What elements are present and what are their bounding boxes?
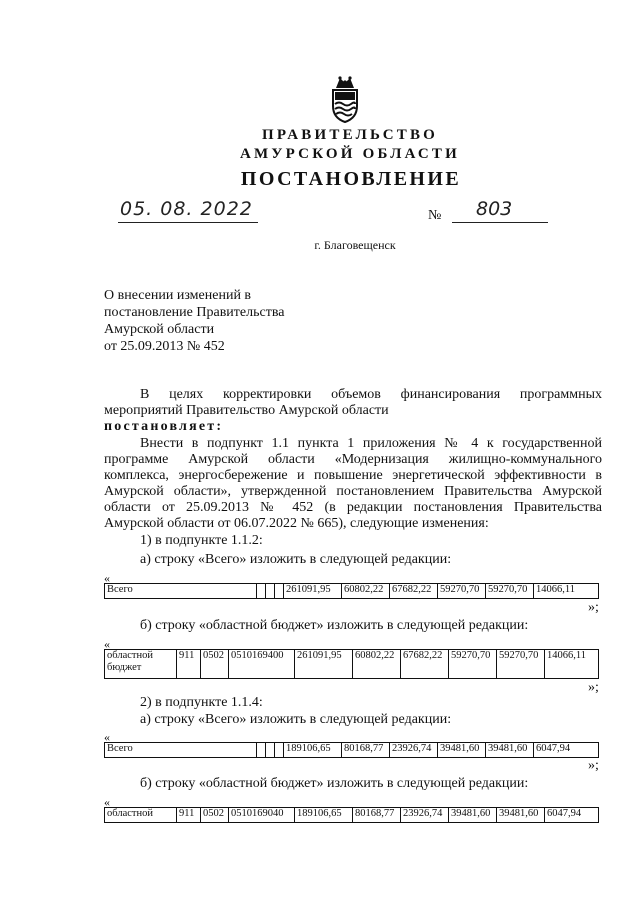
item-1b: б) строку «областной бюджет» изложить в следующей редакции: — [140, 618, 529, 633]
code-cell: 0502 — [201, 808, 229, 823]
item-1: 1) в подпункте 1.1.2: — [140, 533, 263, 548]
code-cell — [257, 743, 266, 758]
row-label-line: областной — [107, 650, 153, 661]
item-2b: б) строку «областной бюджет» изложить в следующей редакции: — [140, 776, 529, 791]
code-cell — [266, 743, 275, 758]
value-cell: 6047,94 — [545, 808, 599, 823]
main-line: комплекса, энергосбережение и повышение энергетической эффективности в — [104, 468, 602, 483]
value-cell: 39481,60 — [497, 808, 545, 823]
subject-line: от 25.09.2013 № 452 — [104, 339, 225, 354]
code-cell: 911 — [177, 650, 201, 679]
value-cell: 59270,70 — [438, 584, 486, 599]
table-row — [105, 743, 599, 758]
table-row — [105, 650, 599, 679]
value-cell: 80168,77 — [353, 808, 401, 823]
document-number: 803 — [476, 198, 513, 220]
subject-line: О внесении изменений в — [104, 288, 252, 303]
value-cell: 80168,77 — [342, 743, 390, 758]
item-1a: а) строку «Всего» изложить в следующей редакции: — [140, 552, 452, 567]
header-doc-type: ПОСТАНОВЛЕНИЕ — [240, 168, 462, 190]
header-government: ПРАВИТЕЛЬСТВО — [261, 127, 439, 143]
row-label-line: бюджет — [107, 662, 142, 673]
value-cell: 261091,95 — [295, 650, 353, 679]
number-underline — [452, 222, 548, 223]
code-cell — [266, 584, 275, 599]
document-date: 05. 08. 2022 — [120, 198, 253, 220]
code-cell: 0510169400 — [229, 650, 295, 679]
value-cell: 189106,65 — [284, 743, 342, 758]
main-line: программе Амурской области «Модернизация жилищно-коммунального — [104, 452, 602, 467]
value-cell: 60802,22 — [342, 584, 390, 599]
table-row — [105, 584, 599, 599]
code-cell: 0502 — [201, 650, 229, 679]
code-cell — [275, 743, 284, 758]
value-cell: 6047,94 — [534, 743, 599, 758]
main-line: Амурской области», утвержденной постановлением Правительства Амурской — [104, 484, 602, 499]
row-label: областной — [105, 808, 177, 823]
value-cell: 59270,70 — [497, 650, 545, 679]
subject-line: Амурской области — [104, 322, 215, 337]
code-cell: 911 — [177, 808, 201, 823]
intro-line: мероприятий Правительство Амурской области — [104, 403, 389, 418]
number-label: № — [428, 208, 442, 223]
open-quote: « — [104, 637, 110, 651]
item-2a: а) строку «Всего» изложить в следующей редакции: — [140, 712, 452, 727]
value-cell: 67682,22 — [401, 650, 449, 679]
value-cell: 67682,22 — [390, 584, 438, 599]
value-cell: 23926,74 — [401, 808, 449, 823]
value-cell: 23926,74 — [390, 743, 438, 758]
value-cell: 39481,60 — [438, 743, 486, 758]
value-cell: 14066,11 — [534, 584, 599, 599]
close-quote: »; — [588, 680, 599, 695]
main-line: области от 25.09.2013 № 452 (в редакции постановления Правительства — [104, 500, 602, 515]
row-label — [105, 650, 177, 679]
city: г. Благовещенск — [314, 238, 396, 252]
table-total-1-1-4 — [104, 742, 599, 758]
value-cell: 39481,60 — [486, 743, 534, 758]
code-cell — [257, 584, 266, 599]
close-quote: »; — [588, 600, 599, 615]
row-label: Всего — [105, 743, 257, 758]
row-label: Всего — [105, 584, 257, 599]
decree-word: постановляет: — [104, 419, 224, 434]
value-cell: 59270,70 — [449, 650, 497, 679]
value-cell: 189106,65 — [295, 808, 353, 823]
table-row — [105, 808, 599, 823]
table-total-1-1-2 — [104, 583, 599, 599]
table-regional-1-1-2 — [104, 649, 599, 679]
main-line: Амурской области от 06.07.2022 № 665), следующие изменения: — [104, 516, 489, 531]
coat-of-arms-icon — [330, 74, 360, 124]
header-region: АМУРСКОЙ ОБЛАСТИ — [240, 146, 460, 162]
open-quote: « — [104, 571, 110, 585]
open-quote: « — [104, 730, 110, 744]
value-cell: 261091,95 — [284, 584, 342, 599]
item-2: 2) в подпункте 1.1.4: — [140, 695, 263, 710]
date-underline — [118, 222, 258, 223]
subject-line: постановление Правительства — [104, 305, 285, 320]
intro-line: В целях корректировки объемов финансирования программных — [140, 387, 602, 402]
table-regional-1-1-4 — [104, 807, 599, 823]
value-cell: 59270,70 — [486, 584, 534, 599]
open-quote: « — [104, 795, 110, 809]
close-quote: »; — [588, 758, 599, 773]
value-cell: 60802,22 — [353, 650, 401, 679]
code-cell — [275, 584, 284, 599]
value-cell: 14066,11 — [545, 650, 599, 679]
main-line: Внести в подпункт 1.1 пункта 1 приложения № 4 к государственной — [140, 436, 602, 451]
code-cell: 0510169040 — [229, 808, 295, 823]
value-cell: 39481,60 — [449, 808, 497, 823]
